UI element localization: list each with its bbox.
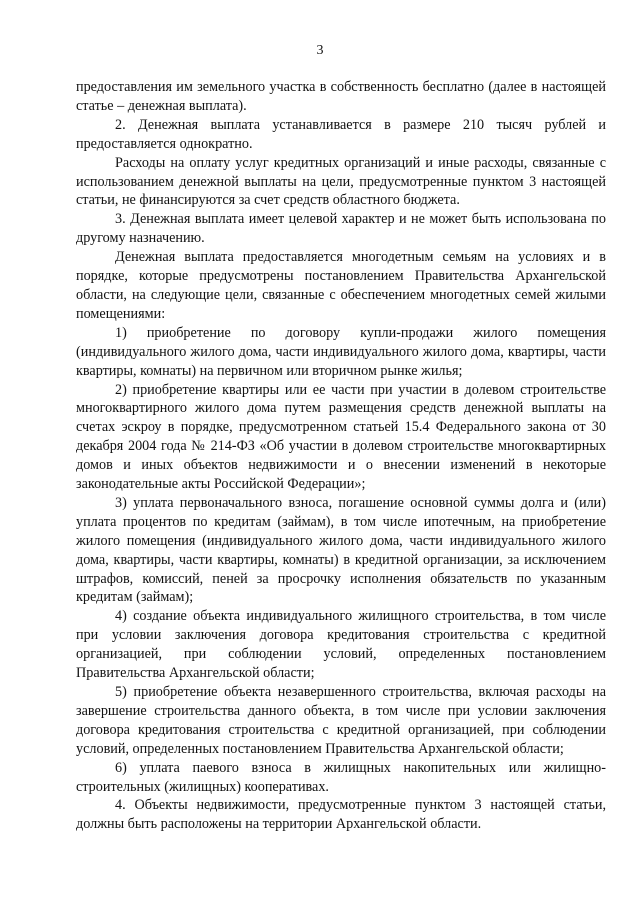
paragraph-continuation: предоставления им земельного участка в собственность бесплатно (далее в настоящей статье – денежная выплата). <box>76 79 606 114</box>
list-item-6: 6) уплата паевого взноса в жилищных накопительных или жилищно-строительных (жилищных) кооперативах. <box>76 759 606 795</box>
paragraph-purposes-intro: Денежная выплата предоставляется многодетным семьям на условиях и в порядке, которые предусмотрены постановлением Правительства Архангельской области, на следующие цели, связанные с обеспечением многодетных семей жилыми помещениями: <box>76 249 606 322</box>
list-item-4: 4) создание объекта индивидуального жилищного строительства, в том числе при условии заключения договора кредитования строительства с кредитной организацией, при соблюдении условий, определенных постановлением Правительства Архангельской области; <box>76 608 606 682</box>
paragraph-item-3: 3. Денежная выплата имеет целевой характер и не может быть использована по другому назначению. <box>76 211 606 247</box>
list-item-1: 1) приобретение по договору купли-продажи жилого помещения (индивидуального жилого дома, части индивидуального жилого дома, квартиры, части квартиры, комнаты) на первичном или вторичном рынке жилья; <box>76 324 606 379</box>
paragraph-item-4: 4. Объекты недвижимости, предусмотренные пунктом 3 настоящей статьи, должны быть расположены на территории Архангельской области. <box>76 797 606 833</box>
paragraph-expenses: Расходы на оплату услуг кредитных организаций и иные расходы, связанные с использованием денежной выплаты на цели, предусмотренные пунктом 3 настоящей статьи, не финансируются за счет средств областного бюджета. <box>76 154 606 209</box>
list-item-2: 2) приобретение квартиры или ее части при участии в долевом строительстве многоквартирного жилого дома путем размещения средств денежной выплаты на счетах эскроу в порядке, предусмотренном статьей 15.4 Федерального закона от 30 декабря 2004 года № 214-ФЗ «Об участии в долевом строительстве многоквартирных домов и иных объектов недвижимости и о внесении изменений в некоторые законодательные акты Российской Федерации»; <box>76 381 606 493</box>
list-item-5: 5) приобретение объекта незавершенного строительства, включая расходы на завершение строительства данного объекта, в том числе при условии заключения договора кредитования строительства с кредитной организацией, при соблюдении условий, определенных постановлением Правительства Архангельской области; <box>76 684 606 757</box>
paragraph-item-2: 2. Денежная выплата устанавливается в размере 210 тысяч рублей и предоставляется однократно. <box>76 116 606 152</box>
list-item-3: 3) уплата первоначального взноса, погашение основной суммы долга и (или) уплата процентов по кредитам (займам), в том числе ипотечным, на приобретение жилого помещения (индивидуального жилого дома, части индивидуального жилого дома, квартиры, части квартиры, комнаты) в кредитной организации, за исключением штрафов, комиссий, пеней за просрочку исполнения обязательств по указанным кредитам (займам); <box>76 494 606 606</box>
document-body <box>76 78 606 834</box>
page-number: 3 <box>316 43 324 58</box>
